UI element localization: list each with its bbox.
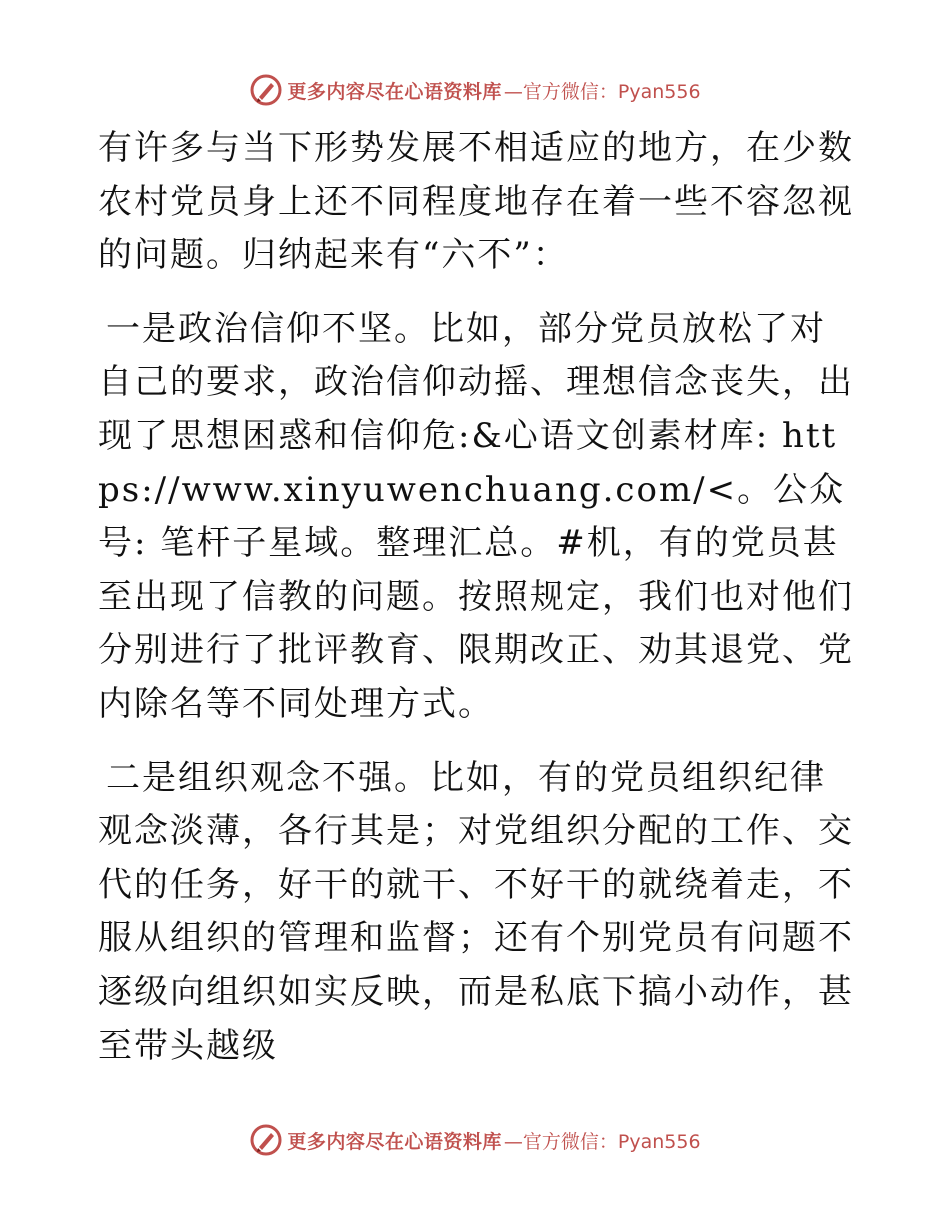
header-banner	[0, 72, 950, 108]
paragraph-organization-concept: 二是组织观念不强。比如，有的党员组织纪律观念淡薄，各行其是；对党组织分配的工作、交代的任务，好干的就干、不好干的就绕着走，不服从组织的管理和监督；还有个别党员有问题不逐级向组织如实反映，而是私底下搞小动作，甚至带头越级	[98, 757, 854, 1066]
pen-logo-icon	[249, 73, 283, 107]
footer-banner-wechat: —官方微信：Pyan556	[503, 1130, 701, 1153]
header-banner-wechat: —官方微信：Pyan556	[503, 80, 701, 103]
document-body	[98, 122, 858, 1093]
paragraph-intro: 有许多与当下形势发展不相适应的地方，在少数农村党员身上还不同程度地存在着一些不容忽视的问题。归纳起来有“六不”：	[98, 128, 854, 276]
header-banner-text: 更多内容尽在心语资料库	[287, 80, 502, 103]
pen-logo-icon	[249, 1123, 283, 1157]
paragraph-political-belief: 一是政治信仰不坚。比如，部分党员放松了对自己的要求，政治信仰动摇、理想信念丧失，出现了思想困惑和信仰危:&心语文创素材库: https://www.xinyuwenchuang.com/<。公众号: 笔杆子星域。整理汇总。#机，有的党员甚至出现了信教的问题。按照规定，我们也对他们分别进行了批评教育、限期改正、劝其退党、党内除名等不同处理方式。	[98, 308, 854, 724]
footer-banner-text: 更多内容尽在心语资料库	[287, 1130, 502, 1153]
footer-banner	[0, 1122, 950, 1158]
